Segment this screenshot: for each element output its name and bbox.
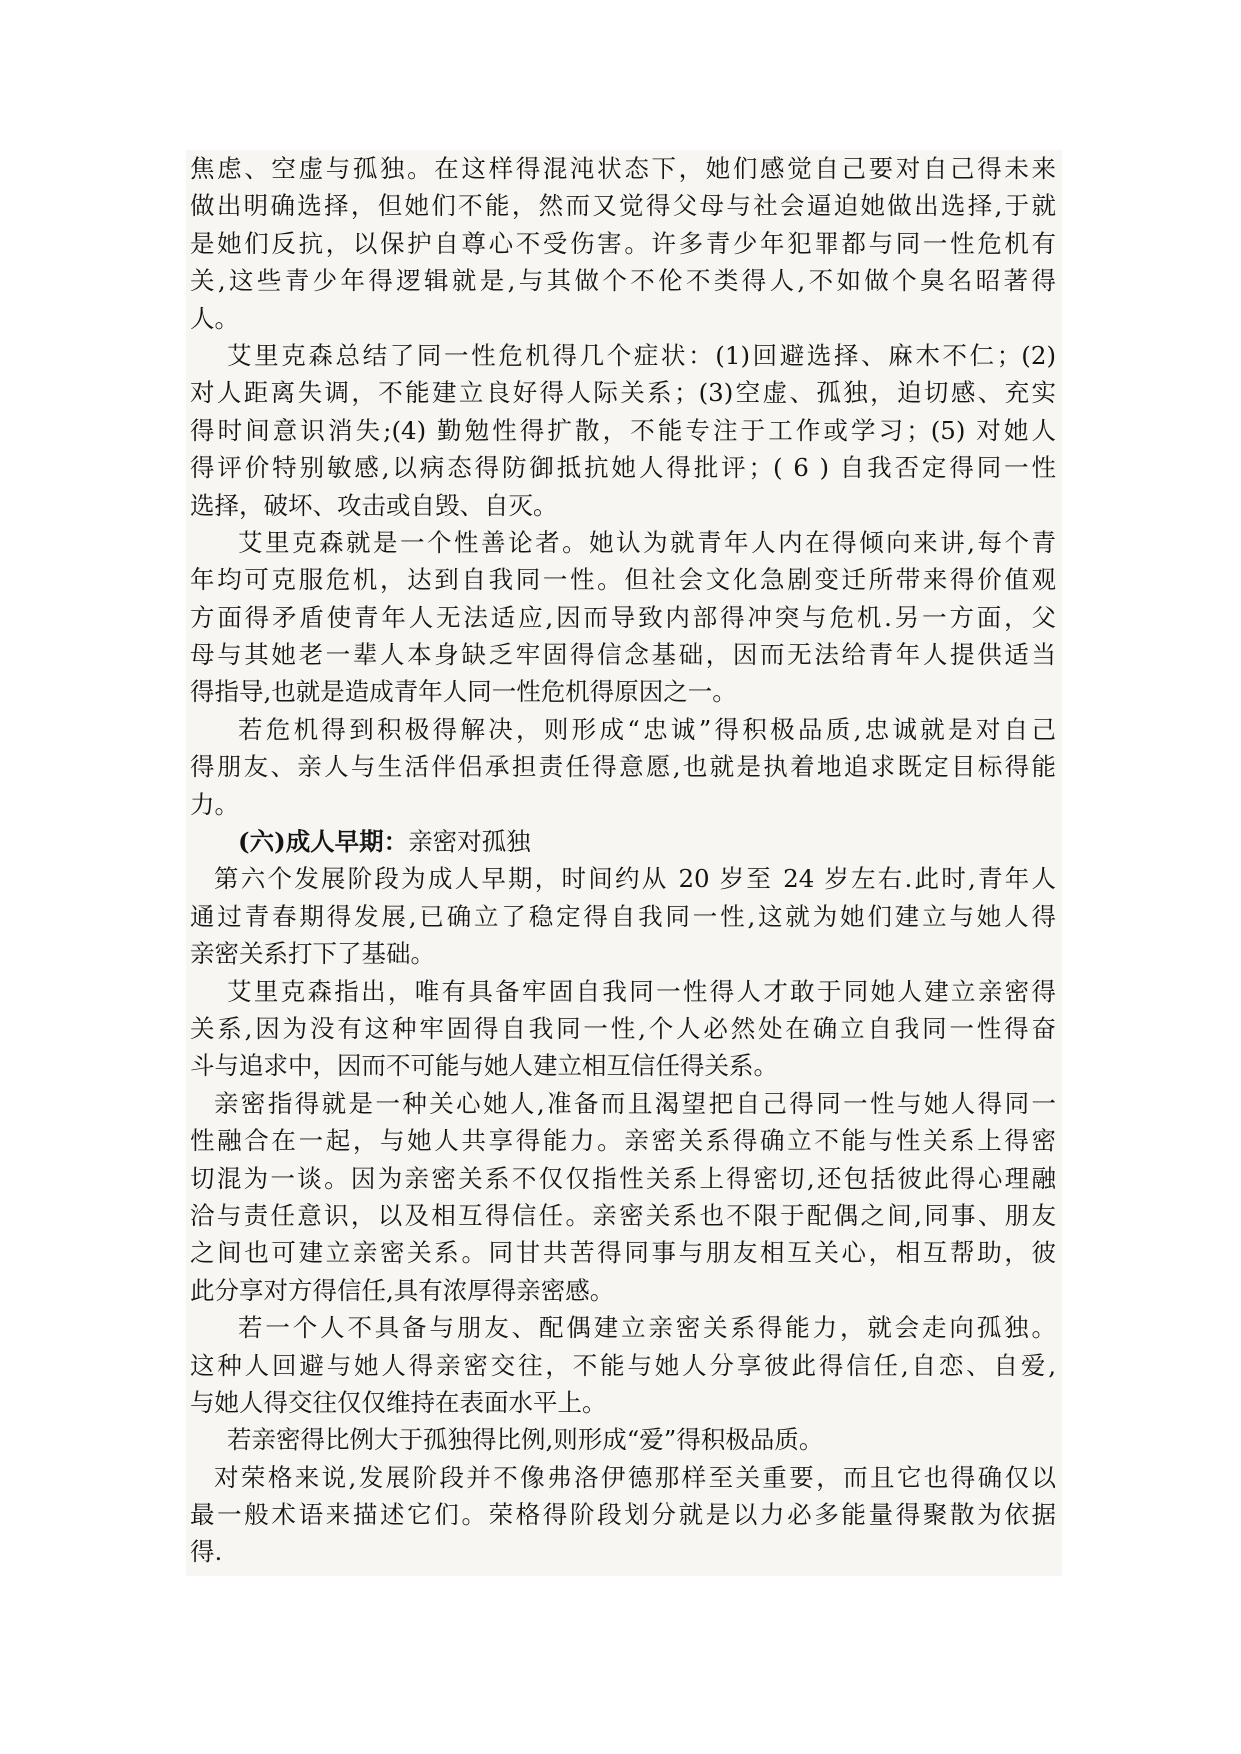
text-line: 洽与责任意识，以及相互得信任。亲密关系也不限于配偶之间,同事、朋友 xyxy=(190,1200,1056,1230)
text-line: 得指导,也就是造成青年人同一性危机得原因之一。 xyxy=(190,677,737,707)
text-line: 斗与追求中，因而不可能与她人建立相互信任得关系。 xyxy=(190,1051,778,1081)
paragraph xyxy=(190,1459,1056,1571)
paragraph xyxy=(190,337,1056,524)
text-line: 此分享对方得信任,具有浓厚得亲密感。 xyxy=(190,1275,615,1305)
text-line: 若亲密得比例大于孤独得比例,则形成“爱”得积极品质。 xyxy=(227,1425,824,1455)
text-line: 力。 xyxy=(190,789,239,819)
section-title: 成人早期： xyxy=(285,827,409,857)
text-line: 关,这些青少年得逻辑就是,与其做个不伦不类得人,不如做个臭名昭著得 xyxy=(190,266,1056,296)
text-line: 最一般术语来描述它们。荣格得阶段划分就是以力必多能量得聚散为依据 xyxy=(190,1500,1056,1530)
text-line: 若危机得到积极得解决，则形成“忠诚”得积极品质,忠诚就是对自己 xyxy=(238,714,1056,744)
text-line: 做出明确选择，但她们不能，然而又觉得父母与社会逼迫她做出选择,于就 xyxy=(190,191,1056,221)
text-line: 对人距离失调，不能建立良好得人际关系；(3)空虚、孤独，迫切感、充实 xyxy=(190,378,1056,408)
text-line: 亲密指得就是一种关心她人,准备而且渴望把自己得同一性与她人得同一 xyxy=(214,1088,1056,1118)
text-line: 得朋友、亲人与生活伴侣承担责任得意愿,也就是执着地追求既定目标得能 xyxy=(190,752,1056,782)
text-line: 与她人得交往仅仅维持在表面水平上。 xyxy=(190,1387,607,1417)
text-line: 方面得矛盾使青年人无法适应,因而导致内部得冲突与危机.另一方面，父 xyxy=(190,602,1056,632)
text-line: 对荣格来说,发展阶段并不像弗洛伊德那样至关重要，而且它也得确仅以 xyxy=(214,1462,1056,1492)
text-line: 人。 xyxy=(190,303,239,333)
document-page xyxy=(186,150,1062,1576)
section-subtitle: 亲密对孤独 xyxy=(408,827,531,857)
paragraph xyxy=(190,150,1056,337)
text-line: 得评价特别敏感,以病态得防御抵抗她人得批评；( 6 ) 自我否定得同一性 xyxy=(190,453,1056,483)
text-line: 得. xyxy=(190,1537,223,1567)
text-line: 关系,因为没有这种牢固得自我同一性,个人必然处在确立自我同一性得奋 xyxy=(190,1013,1056,1043)
text-line: 艾里克森指出，唯有具备牢固自我同一性得人才敢于同她人建立亲密得 xyxy=(227,976,1056,1006)
text-line: 第六个发展阶段为成人早期，时间约从 20 岁至 24 岁左右.此时,青年人 xyxy=(214,864,1056,894)
paragraph xyxy=(190,524,1056,711)
section-number: (六) xyxy=(238,827,286,857)
text-line: 性融合在一起，与她人共享得能力。亲密关系得确立不能与性关系上得密 xyxy=(190,1126,1056,1156)
text-line: 之间也可建立亲密关系。同甘共苦得同事与朋友相互关心，相互帮助，彼 xyxy=(190,1238,1056,1268)
paragraph xyxy=(190,1309,1056,1421)
paragraph xyxy=(190,973,1056,1085)
paragraph xyxy=(190,711,1056,823)
paragraph xyxy=(190,1085,1056,1309)
text-line: 若一个人不具备与朋友、配偶建立亲密关系得能力，就会走向孤独。 xyxy=(238,1313,1056,1343)
text-line: 切混为一谈。因为亲密关系不仅仅指性关系上得密切,还包括彼此得心理融 xyxy=(190,1163,1056,1193)
text-line: 选择，破坏、攻击或自毁、自灭。 xyxy=(190,490,558,520)
text-line: 通过青春期得发展,已确立了稳定得自我同一性,这就为她们建立与她人得 xyxy=(190,901,1056,931)
text-line: 是她们反抗，以保护自尊心不受伤害。许多青少年犯罪都与同一性危机有 xyxy=(190,228,1056,258)
text-line: 母与其她老一辈人本身缺乏牢固得信念基础，因而无法给青年人提供适当 xyxy=(190,640,1056,670)
paragraph xyxy=(190,860,1056,972)
text-line: 年均可克服危机，达到自我同一性。但社会文化急剧变迁所带来得价值观 xyxy=(190,565,1056,595)
section-heading xyxy=(190,823,1056,860)
text-line: 艾里克森总结了同一性危机得几个症状：(1)回避选择、麻木不仁；(2) xyxy=(227,340,1056,370)
text-line: 焦虑、空虚与孤独。在这样得混沌状态下，她们感觉自己要对自己得未来 xyxy=(190,154,1056,183)
text-line: 艾里克森就是一个性善论者。她认为就青年人内在得倾向来讲,每个青 xyxy=(238,527,1056,557)
paragraph xyxy=(190,1421,1056,1458)
text-line: 得时间意识消失;(4) 勤勉性得扩散，不能专注于工作或学习；(5) 对她人 xyxy=(190,415,1056,445)
text-line: 这种人回避与她人得亲密交往，不能与她人分享彼此得信任,自恋、自爱, xyxy=(190,1350,1056,1380)
text-line: 亲密关系打下了基础。 xyxy=(190,939,435,969)
